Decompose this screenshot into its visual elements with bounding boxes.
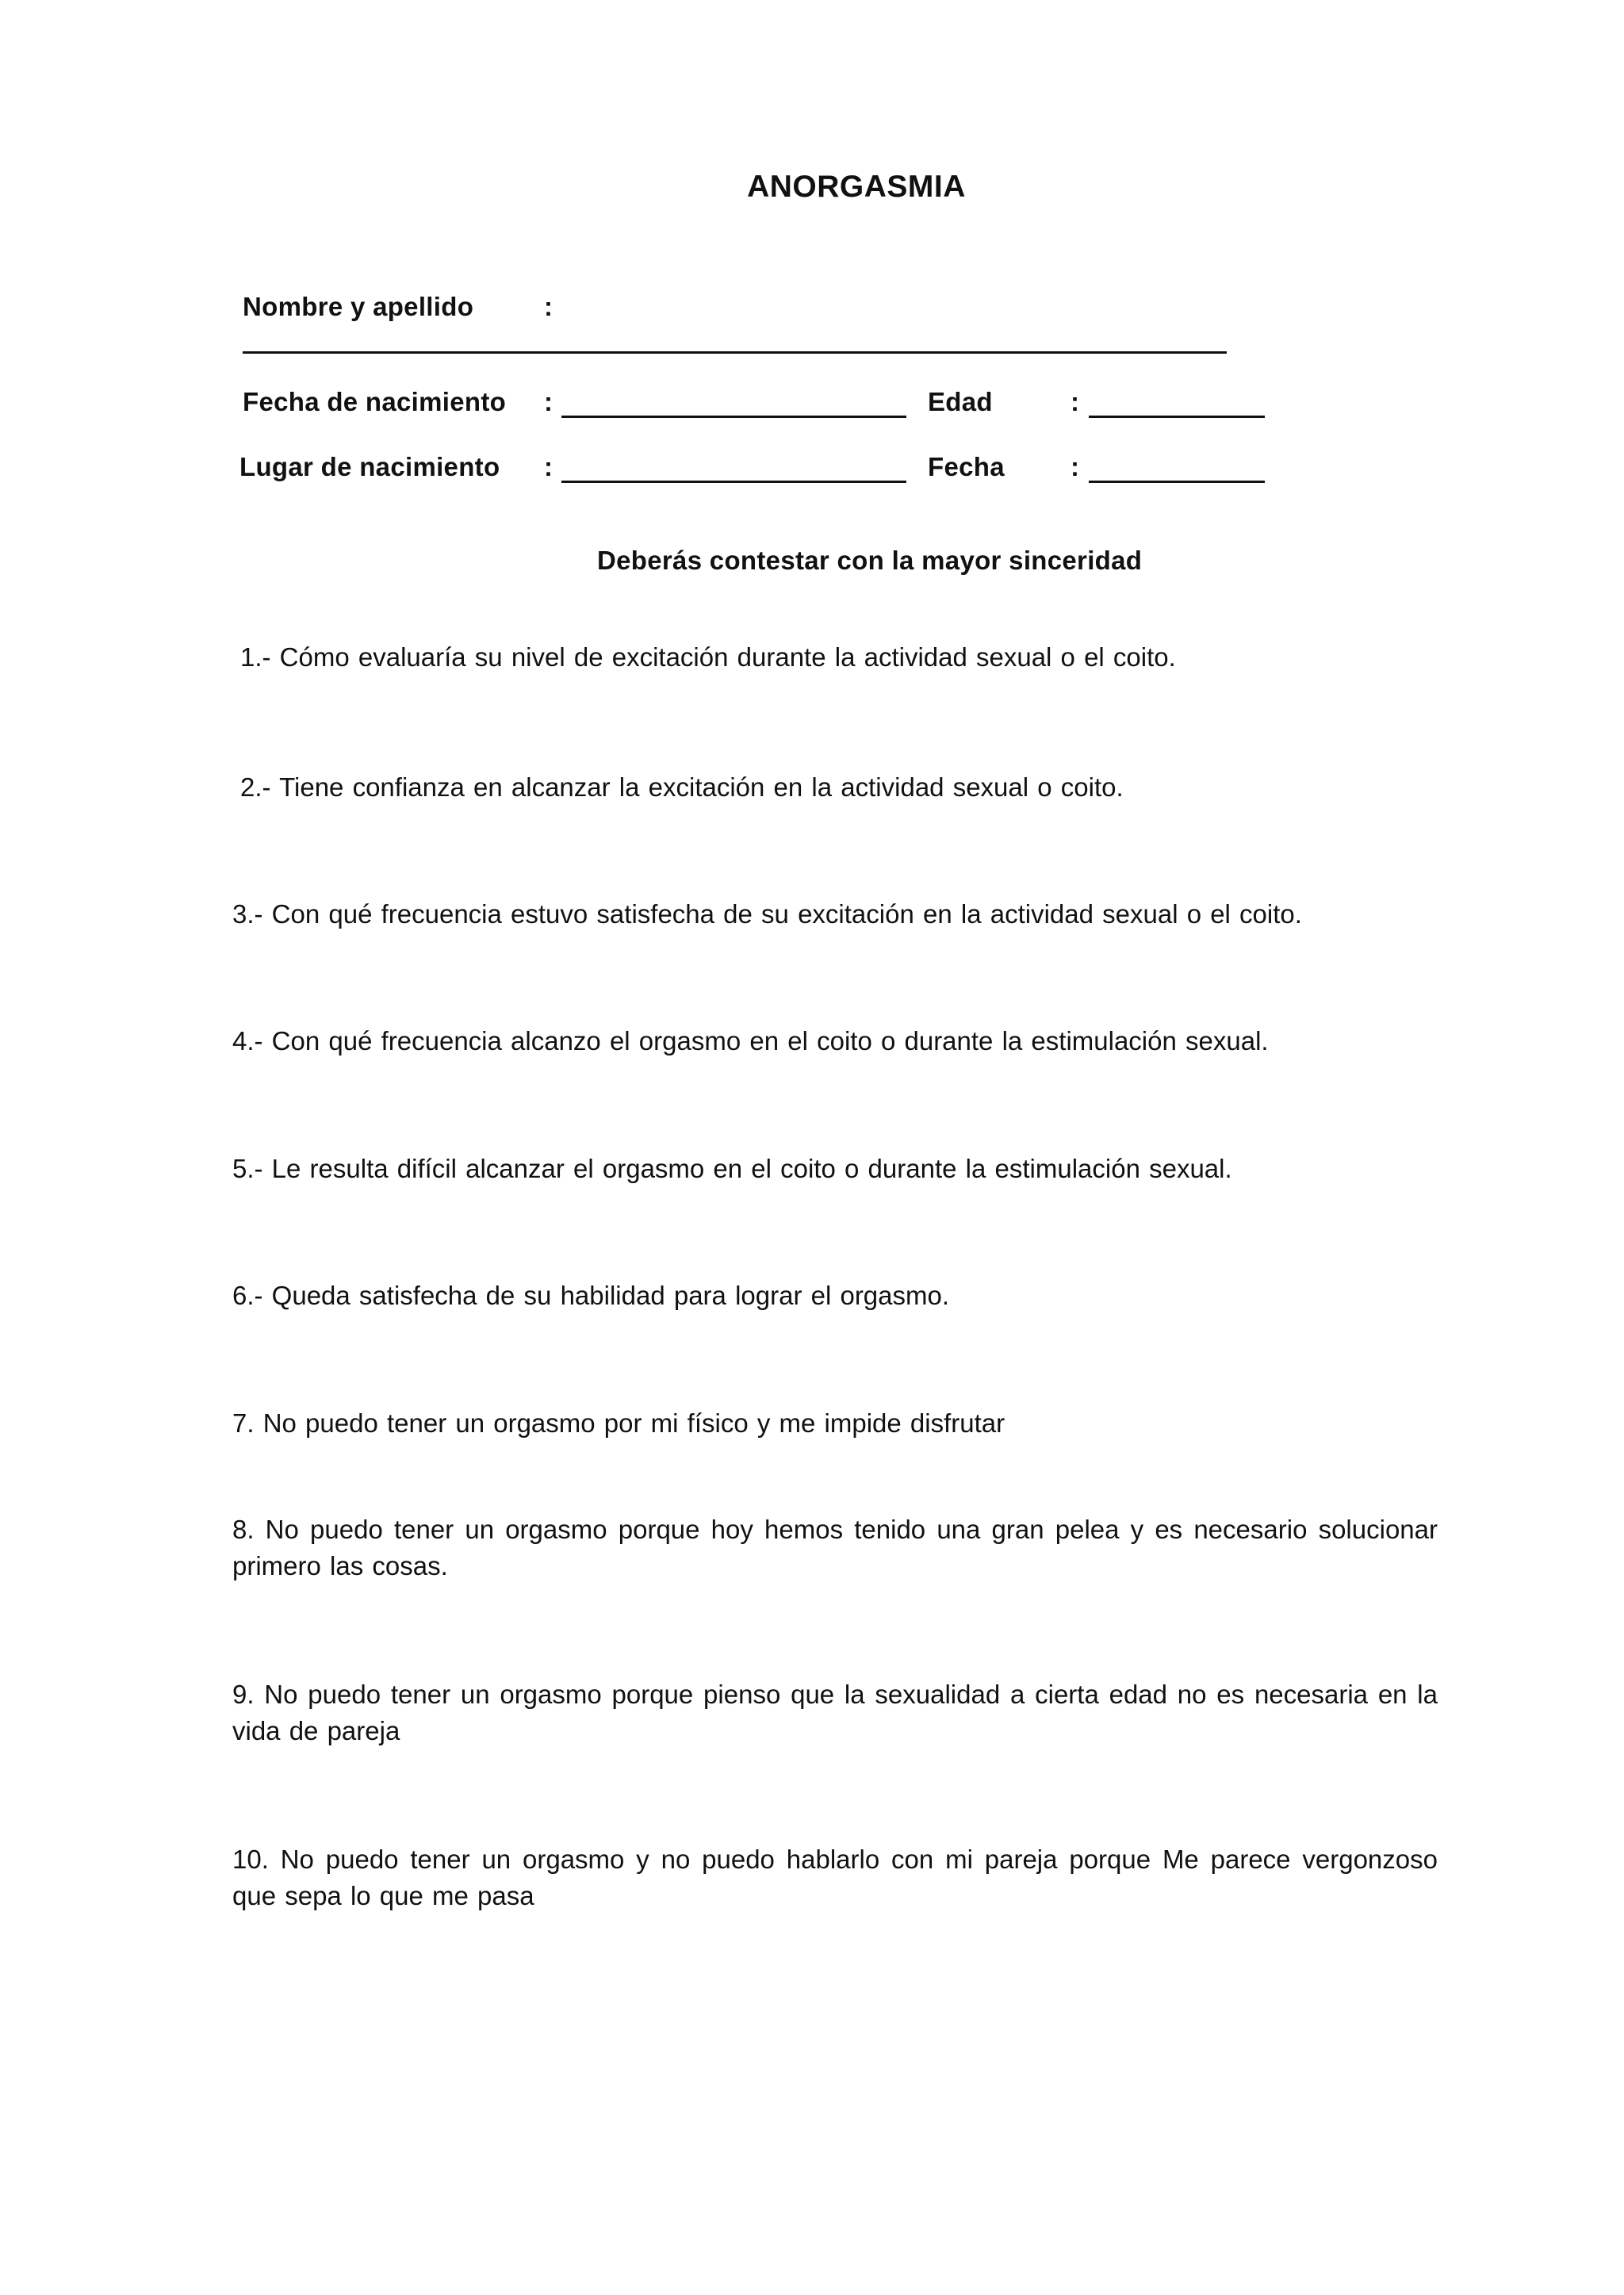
age-label: Edad [928,387,993,416]
birthplace-label: Lugar de nacimiento [239,452,500,481]
question-6: 6.- Queda satisfecha de su habilidad para lograr el orgasmo. [232,1281,950,1310]
birthplace-colon: : [544,452,553,481]
question-2: 2.- Tiene confianza en alcanzar la excitación en la actividad sexual o coito. [240,772,1124,802]
question-9: 9. No puedo tener un orgasmo porque pienso que la sexualidad a cierta edad no es necesaria en la vida de pareja [232,1680,1438,1745]
name-answer-line[interactable] [243,351,1227,354]
question-10: 10. No puedo tener un orgasmo y no puedo hablarlo con mi pareja porque Me parece vergonzoso que sepa lo que me pasa [232,1845,1438,1910]
question-1: 1.- Cómo evaluaría su nivel de excitación durante la actividad sexual o el coito. [240,642,1176,672]
question-3: 3.- Con qué frecuencia estuvo satisfecha de su excitación en la actividad sexual o el coito. [232,899,1302,929]
question-4: 4.- Con qué frecuencia alcanzo el orgasmo en el coito o durante la estimulación sexual. [232,1026,1269,1056]
birthdate-answer-line[interactable] [561,416,906,418]
question-8: 8. No puedo tener un orgasmo porque hoy hemos tenido una gran pelea y es necesario solucionar primero las cosas. [232,1515,1438,1580]
date-colon: : [1071,452,1080,481]
age-answer-line[interactable] [1089,416,1265,418]
name-label: Nombre y apellido [243,292,474,321]
date-label: Fecha [928,452,1005,481]
birthdate-label: Fecha de nacimiento [243,387,507,416]
date-answer-line[interactable] [1089,481,1265,483]
birthplace-answer-line[interactable] [561,481,906,483]
age-colon: : [1071,387,1080,416]
document-title: ANORGASMIA [747,170,966,204]
question-5: 5.- Le resulta difícil alcanzar el orgasmo en el coito o durante la estimulación sexual. [232,1154,1232,1183]
name-colon: : [544,292,553,321]
birthdate-colon: : [544,387,553,416]
question-7: 7. No puedo tener un orgasmo por mi físico y me impide disfrutar [232,1408,1005,1438]
instruction-text: Deberás contestar con la mayor sinceridad [597,546,1143,575]
